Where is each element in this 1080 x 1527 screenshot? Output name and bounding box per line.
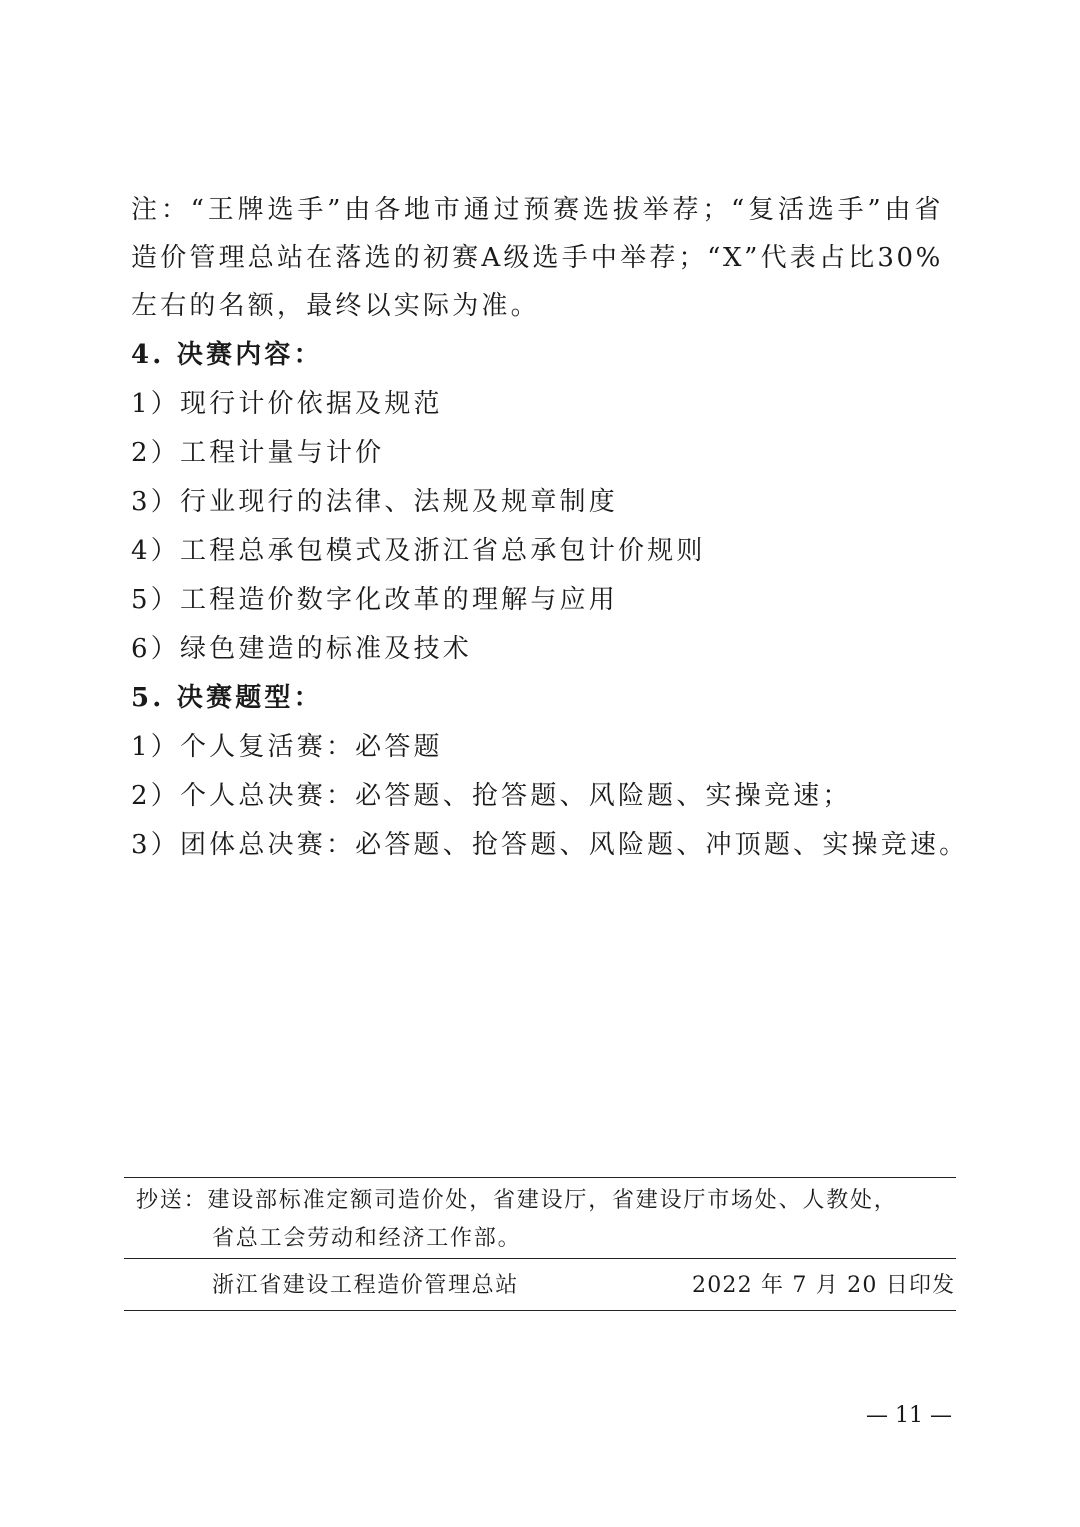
issue-date: 2022 年 7 月 20 日印发 bbox=[692, 1273, 956, 1298]
footer-bottom-rule bbox=[124, 1310, 956, 1311]
note-line-1: 注：“王牌选手”由各地市通过预赛选拔举荐；“复活选手”由省 bbox=[131, 195, 943, 225]
cc-line-2: 省总工会劳动和经济工作部。 bbox=[212, 1226, 522, 1251]
section4-item: 4）工程总承包模式及浙江省总承包计价规则 bbox=[131, 536, 706, 566]
page-number: — 11 — bbox=[866, 1403, 952, 1428]
note-line-3: 左右的名额，最终以实际为准。 bbox=[131, 291, 540, 321]
section5-heading: 5. 决赛题型： bbox=[131, 683, 323, 713]
footer-middle-rule bbox=[124, 1258, 956, 1259]
section4-heading: 4. 决赛内容： bbox=[131, 340, 323, 370]
footer-top-rule bbox=[124, 1177, 956, 1178]
section4-item: 2）工程计量与计价 bbox=[131, 438, 385, 468]
issuer-name: 浙江省建设工程造价管理总站 bbox=[212, 1273, 519, 1298]
section4-item: 3）行业现行的法律、法规及规章制度 bbox=[131, 487, 618, 517]
section5-item: 1）个人复活赛：必答题 bbox=[131, 732, 443, 762]
section4-item: 1）现行计价依据及规范 bbox=[131, 389, 443, 419]
note-line-2: 造价管理总站在落选的初赛A级选手中举荐；“X”代表占比30% bbox=[131, 243, 943, 273]
cc-line-1: 抄送：建设部标准定额司造价处，省建设厅，省建设厅市场处、人教处， bbox=[136, 1188, 898, 1213]
section5-item: 3）团体总决赛：必答题、抢答题、风险题、冲顶题、实操竞速。 bbox=[131, 830, 969, 860]
section4-item: 6）绿色建造的标准及技术 bbox=[131, 634, 472, 664]
section5-item: 2）个人总决赛：必答题、抢答题、风险题、实操竞速； bbox=[131, 781, 852, 811]
section4-item: 5）工程造价数字化改革的理解与应用 bbox=[131, 585, 618, 615]
